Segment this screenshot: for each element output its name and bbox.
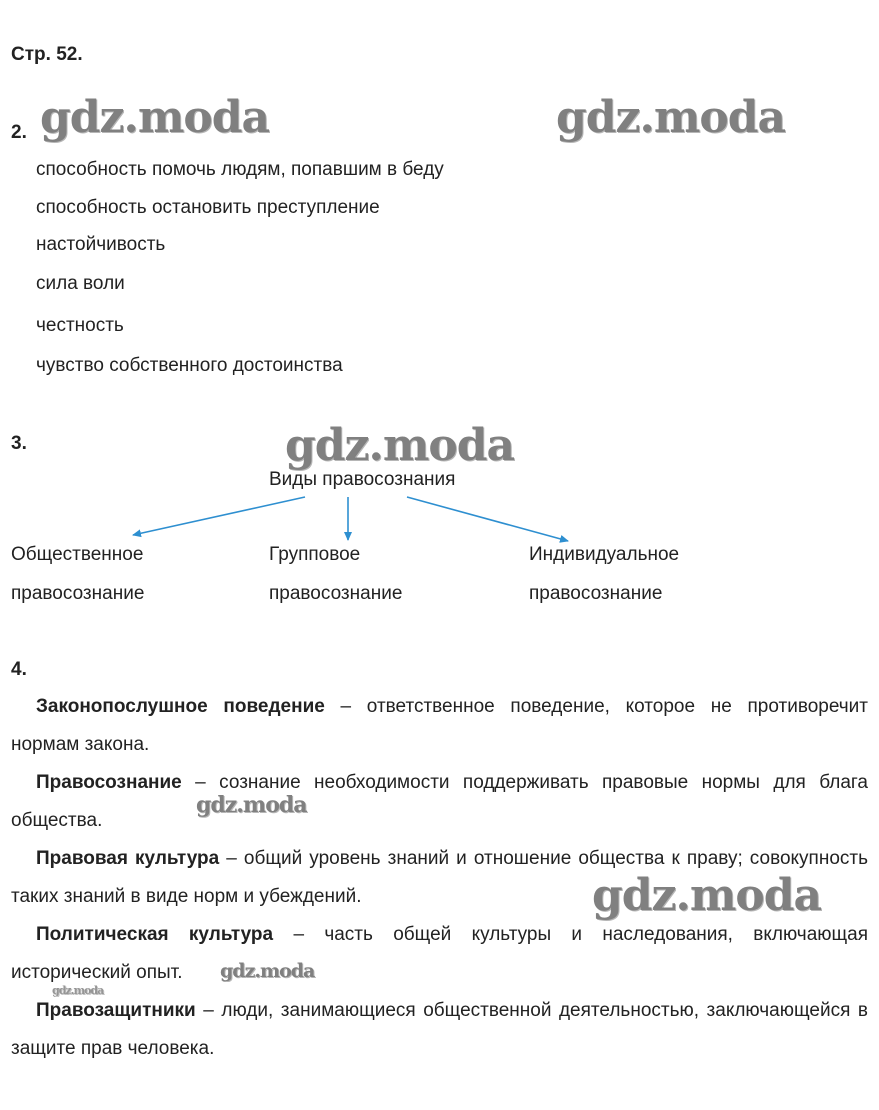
diagram-root: Виды правосознания	[269, 469, 456, 490]
definition	[11, 992, 868, 1068]
list-item: чувство собственного достоинства	[36, 355, 343, 376]
list-item: настойчивость	[36, 234, 166, 255]
list-item: сила воли	[36, 273, 125, 294]
diagram-node-public: Общественное правосознание	[11, 544, 145, 604]
definition-text: – общий уровень знаний и отношение общества к праву; совокупность таких знаний в виде норм и убеждений.	[11, 848, 869, 907]
list-item: честность	[36, 315, 124, 336]
definition-term: Правосознание	[36, 772, 182, 793]
arrow-to-public	[133, 497, 305, 535]
definition-term: Политическая культура	[36, 924, 274, 945]
definition-text: – люди, занимающиеся общественной деятельностью, заключающейся в защите прав человека.	[11, 1000, 868, 1059]
diagram-node-individual: Индивидуальное правосознание	[529, 544, 680, 604]
task-4-number: 4.	[11, 659, 27, 680]
watermark-logo: gdz.moda	[52, 984, 104, 997]
task-2-number: 2.	[11, 122, 27, 143]
definition-term: Правозащитники	[36, 1000, 196, 1021]
list-item: способность помочь людям, попавшим в беду	[36, 159, 444, 180]
task-3-number: 3.	[11, 433, 27, 454]
watermark-logo: gdz.moda	[40, 92, 270, 143]
watermark-logo: gdz.moda	[285, 420, 515, 471]
definition	[11, 840, 868, 916]
page-label: Стр. 52.	[11, 44, 83, 65]
definition	[11, 688, 868, 764]
definition	[11, 916, 868, 992]
definition-text: – часть общей культуры и наследования, включающая исторический опыт.	[11, 924, 868, 983]
definition-term: Законопослушное поведение	[36, 696, 325, 717]
diagram-node-group: Групповое правосознание	[269, 544, 403, 604]
watermark-logo: gdz.moda	[196, 792, 307, 818]
watermark-logo: gdz.moda	[592, 870, 822, 921]
definition-text: – сознание необходимости поддерживать правовые нормы для блага общества.	[11, 772, 868, 831]
watermark-logo: gdz.moda	[556, 92, 786, 143]
watermark-logo: gdz.moda	[220, 960, 315, 982]
definition-text: – ответственное поведение, которое не противоречит нормам закона.	[11, 696, 868, 755]
definition-term: Правовая культура	[36, 848, 220, 869]
definition	[11, 764, 868, 840]
list-item: способность остановить преступление	[36, 197, 380, 218]
